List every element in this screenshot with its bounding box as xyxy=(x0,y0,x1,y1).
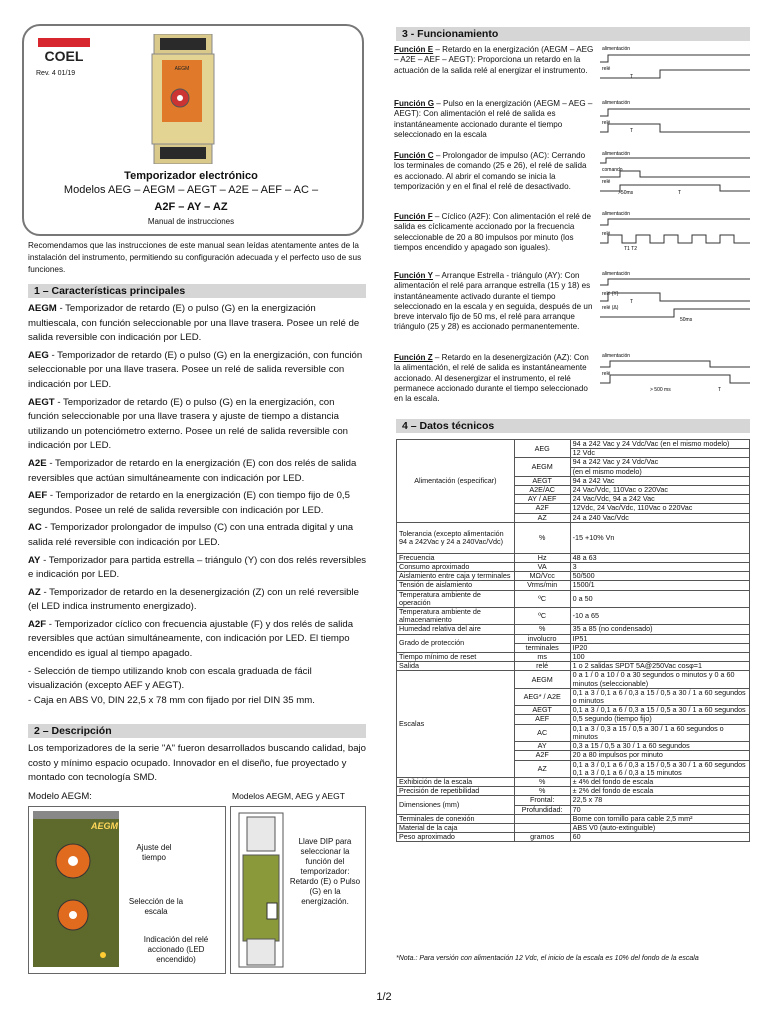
features-list xyxy=(28,302,368,708)
svg-text:> 500 ms: > 500 ms xyxy=(650,387,671,393)
table-row: AY / AEF 24 Vac/Vdc, 94 a 242 Vac xyxy=(397,495,750,504)
table-row: AEGT 0,1 a 3 / 0,1 a 6 / 0,3 a 15 / 0,5 a 30 / 1 a 60 segundos xyxy=(397,706,750,715)
feature-aegt: AEGT - Temporizador de retardo (E) o pulso (G) en la energización, con función seleccionable por una llave trasera y ajuste de tiempo a distancia utilizando un potenciómetro externo. Posee un relé de salida reversible con indicación por LED. xyxy=(28,396,348,452)
description-text: Los temporizadores de la serie "A" fueron desarrollados buscando calidad, bajo costo y mínimo espacio ocupado. Innovador en el diseño, fue proyectado y montado con tecnología SMD. xyxy=(28,743,366,783)
figure-a-caption: Modelo AEGM: xyxy=(28,791,92,802)
svg-text:alimentación: alimentación xyxy=(602,353,631,359)
function-c: Función C – Prolongador de impulso (AC): Cerrando los terminales de comando (25 e 26), el relé de salida es accionado. Al abrir el comando se inicia la temporización y en el final el relé de desactivado. xyxy=(394,151,587,191)
timing-diagram-e xyxy=(600,44,750,82)
label-led: Indicación del relé accionado (LED encendido) xyxy=(143,935,209,964)
intro-text: Recomendamos que las instrucciones de este manual sean leídas atentamente antes de la instalación del instrumento, permitiendo su configuración adecuada y el perfecto uso de sus funciones. xyxy=(28,241,362,274)
table-row: Aislamiento entre caja y terminales MΩ/Vcc 50/500 xyxy=(397,572,750,581)
timing-diagram-c xyxy=(600,149,750,195)
table-row: AEGM 94 a 242 Vac y 24 Vdc/Vac xyxy=(397,458,750,467)
timing-diagram-g xyxy=(600,98,750,136)
timing-diagram-f xyxy=(600,209,750,251)
svg-text:relé: relé xyxy=(602,179,611,185)
table-row: Exhibición de la escala % ± 4% del fondo de escala xyxy=(397,777,750,786)
bullet-knob: - Selección de tiempo utilizando knob con escala graduada de fácil visualización (excepto AEF y AEGT). xyxy=(28,665,312,692)
table-row: Precisión de repetibilidad % ± 2% del fondo de escala xyxy=(397,787,750,796)
svg-text:relé: relé xyxy=(602,231,611,237)
table-row: Temperatura ambiente de almacenamiento ºC -10 a 65 xyxy=(397,608,750,625)
label-scale-select: Selección de la escala xyxy=(128,897,184,916)
table-row: Material de la caja ABS V0 (auto-extinguible) xyxy=(397,823,750,832)
timing-diagram-y xyxy=(600,269,750,327)
svg-text:comando: comando xyxy=(602,167,623,173)
table-row: AEGT 94 a 242 Vac xyxy=(397,476,750,485)
svg-text:relé (Δ): relé (Δ) xyxy=(602,305,619,311)
feature-a2f: A2F - Temporizador cíclico con frecuencia ajustable (F) y dos relés de salida reversibles que actúan simultáneamente, con indicación por LED. El tiempo encendido es igual al tiempo apagado. xyxy=(28,618,354,660)
title-models: Modelos AEG – AEGM – AEGT – A2E – AEF – AC – xyxy=(63,184,319,196)
svg-text:T: T xyxy=(718,387,722,393)
table-row: A2F 12Vdc, 24 Vac/Vdc, 110Vac o 220Vac xyxy=(397,504,750,513)
label-dip-switch: Llave DIP para seleccionar la función del temporizador: Retardo (E) o Pulso (G) en la energización. xyxy=(289,837,361,906)
svg-text:COEL: COEL xyxy=(44,48,84,64)
feature-aef: AEF - Temporizador de retardo en la energización (E) con tiempo fijo de 0,5 segundos. Posee un relé de salida reversible con indicación por LED. xyxy=(28,490,350,516)
table-row: Escalas AEGM 0 a 1 / 0 a 10 / 0 a 30 segundos o minutos y 0 a 60 minutos (seleccionable) xyxy=(397,671,750,688)
table-row: AC 0,1 a 3 / 0,3 a 15 / 0,5 a 30 / 1 a 60 segundos o minutos xyxy=(397,724,750,741)
svg-text:>50ms: >50ms xyxy=(618,190,634,195)
timing-diagram-z xyxy=(600,351,750,393)
figure-aegm xyxy=(28,806,226,974)
feature-ay: AY - Temporizador para partida estrella – triángulo (Y) con dos relés reversibles e indicación por LED. xyxy=(28,554,367,581)
table-row: Grado de protección involucro IP51 xyxy=(397,634,750,643)
feature-aeg: AEG - Temporizador de retardo (E) o pulso (G) en la energización, con función seleccionable por una llave trasera. Posee un relé de salida reversible con indicación por LED. xyxy=(28,349,363,390)
table-row: AZ 0,1 a 3 / 0,1 a 6 / 0,3 a 15 / 0,5 a 30 / 1 a 60 segundos 0,1 a 3 / 0,1 a 6 / 0,3 a 15 minutos xyxy=(397,760,750,777)
table-row: (en el mismo modelo) xyxy=(397,467,750,476)
page-number: 1/2 xyxy=(376,991,392,1003)
table-row: Profundidad: 70 xyxy=(397,805,750,814)
table-row: Tolerancia (excepto alimentación 94 a 242Vac y 24 a 240Vac/Vdc) % -15 +10% Vn xyxy=(397,522,750,553)
table-row: Alimentación (especificar) AEG 94 a 242 Vac y 24 Vdc/Vac (en el mismo modelo) xyxy=(397,440,750,449)
technical-data-table xyxy=(396,439,750,842)
svg-text:T: T xyxy=(630,74,634,80)
bullet-case: - Caja en ABS V0, DIN 22,5 x 78 mm con fijado por riel DIN 35 mm. xyxy=(28,694,315,706)
svg-text:alimentación: alimentación xyxy=(602,151,631,157)
svg-text:alimentación: alimentación xyxy=(602,46,631,52)
label-time-adjust: Ajuste del tiempo xyxy=(136,843,172,862)
svg-text:alimentación: alimentación xyxy=(602,211,631,217)
coel-logo xyxy=(38,38,90,64)
feature-ac: AC - Temporizador prolongador de impulso (C) con una entrada digital y una salida relé reversible con indicación por LED. xyxy=(28,522,354,548)
section-2-title: 2 – Descripción xyxy=(28,724,366,738)
svg-text:T: T xyxy=(630,128,634,134)
table-row: Humedad relativa del aire % 35 a 85 (no condensado) xyxy=(397,625,750,634)
svg-text:relé: relé xyxy=(602,66,611,72)
table-row: 12 Vdc xyxy=(397,449,750,458)
svg-text:relé: relé xyxy=(602,120,611,126)
table-row: Frecuencia Hz 48 a 63 xyxy=(397,553,750,562)
figure-b-caption: Modelos AEGM, AEG y AEGT xyxy=(232,791,345,801)
feature-a2e: A2E - Temporizador de retardo en la energización (E) con dos relés de salida reversibles que actúan simultáneamente con indicación por LED. xyxy=(28,457,357,484)
table-row: AY 0,3 a 15 / 0,5 a 30 / 1 a 60 segundos xyxy=(397,742,750,751)
table-row: Peso aproximado gramos 60 xyxy=(397,833,750,842)
function-z: Función Z – Retardo en la desenergización (AZ): Con la alimentación, el relé de salida es instantáneamente accionado. Al desenergizar el instrumento, el relé permanece accionado durante el tiempo seleccionado en la escala. xyxy=(394,353,589,404)
table-row: Consumo aproximado VA 3 xyxy=(397,563,750,572)
svg-text:T1 T2: T1 T2 xyxy=(624,246,637,251)
section-3-title: 3 - Funcionamiento xyxy=(396,27,750,41)
revision: Rev. 4 01/19 xyxy=(36,70,76,77)
svg-text:T: T xyxy=(630,299,634,305)
svg-text:alimentación: alimentación xyxy=(602,271,631,277)
table-cell: Alimentación (especificar) xyxy=(397,440,515,523)
svg-text:alimentación: alimentación xyxy=(602,100,631,106)
svg-text:T: T xyxy=(678,190,682,195)
device-photo xyxy=(148,34,218,164)
section-4-title: 4 – Datos técnicos xyxy=(396,419,750,433)
dip-back-panel xyxy=(237,811,285,969)
feature-az: AZ - Temporizador de retardo en la desenergización (Z) con un relé reversible (el LED indica instrumento energizado). xyxy=(28,586,359,613)
table-row: Temperatura ambiente de operación ºC 0 a 50 xyxy=(397,590,750,607)
table-row: A2F 20 a 80 impulsos por minuto xyxy=(397,751,750,760)
table-row: A2E/AC 24 Vac/Vdc, 110Vac o 220Vac xyxy=(397,486,750,495)
table-row: Tensión de aislamiento Vrms/min 1500/1 xyxy=(397,581,750,590)
function-e: Función E – Retardo en la energización (AEGM – AEG – A2E – AEF – AEGT): Proporciona un retardo en la actuación de la salida relé al energizar el instrumento. xyxy=(394,45,594,75)
aegm-front-panel xyxy=(33,811,119,967)
svg-text:relé: relé xyxy=(602,371,611,377)
function-g: Función G – Pulso en la energización (AEGM – AEG – AEGT): Con alimentación el relé de salida es instantáneamente accionado durante el tiempo seleccionado en la escala xyxy=(394,99,593,139)
table-row: AEF 0,5 segundo (tiempo fijo) xyxy=(397,715,750,724)
feature-aegm: AEGM - Temporizador de retardo (E) o pulso (G) en la energización multiescala, con función seleccionable por una llave trasera. Posee un relé de salida reversible con indicación por LED. xyxy=(28,303,360,344)
function-f: Función F – Cíclico (A2F): Con alimentación el relé de salida es cíclicamente accionado por la frecuencia seleccionable de 20 a 80 impulsos por minuto (los tiempos encendido y apagado son iguales). xyxy=(394,212,592,252)
table-row: Tiempo mínimo de reset ms 100 xyxy=(397,653,750,662)
table-note: *Nota.: Para versión con alimentación 12 Vdc, el inicio de la escala es 10% del fondo de la escala xyxy=(396,955,699,962)
table-row: AZ 24 a 240 Vac/Vdc xyxy=(397,513,750,522)
manual-label: Manual de instrucciones xyxy=(147,217,235,226)
device-label: AEGM xyxy=(174,66,190,72)
table-row: Salida relé 1 o 2 salidas SPDT 5A@250Vac cosφ=1 xyxy=(397,662,750,671)
svg-text:50ms: 50ms xyxy=(680,317,693,323)
function-y: Función Y – Arranque Estrella - triángulo (AY): Con alimentación el relé para arranque estrella (15 y 18) es instantáneamente activado durante el tiempo seleccionado en la escala y en seguida, después de un breve intervalo fijo de 50 ms, el relé para arranque triángulo (25 y 28) es accionado permanentemente. xyxy=(394,271,593,332)
figure-dip xyxy=(230,806,366,974)
table-row: Dimensiones (mm) Frontal: 22,5 x 78 xyxy=(397,796,750,805)
title-main: Temporizador electrónico xyxy=(124,170,258,182)
table-row: terminales IP20 xyxy=(397,643,750,652)
section-1-title: 1 – Características principales xyxy=(28,284,366,298)
svg-text:relé (Y): relé (Y) xyxy=(602,291,619,297)
table-row: AEG* / A2E 0,1 a 3 / 0,1 a 6 / 0,3 a 15 / 0,5 a 30 / 1 a 60 segundos o minutos xyxy=(397,688,750,705)
svg-text:AEGM: AEGM xyxy=(91,821,118,831)
table-row: Terminales de conexión Borne con tornillo para cable 2,5 mm² xyxy=(397,814,750,823)
title-models-2: A2F – AY – AZ xyxy=(154,201,228,213)
